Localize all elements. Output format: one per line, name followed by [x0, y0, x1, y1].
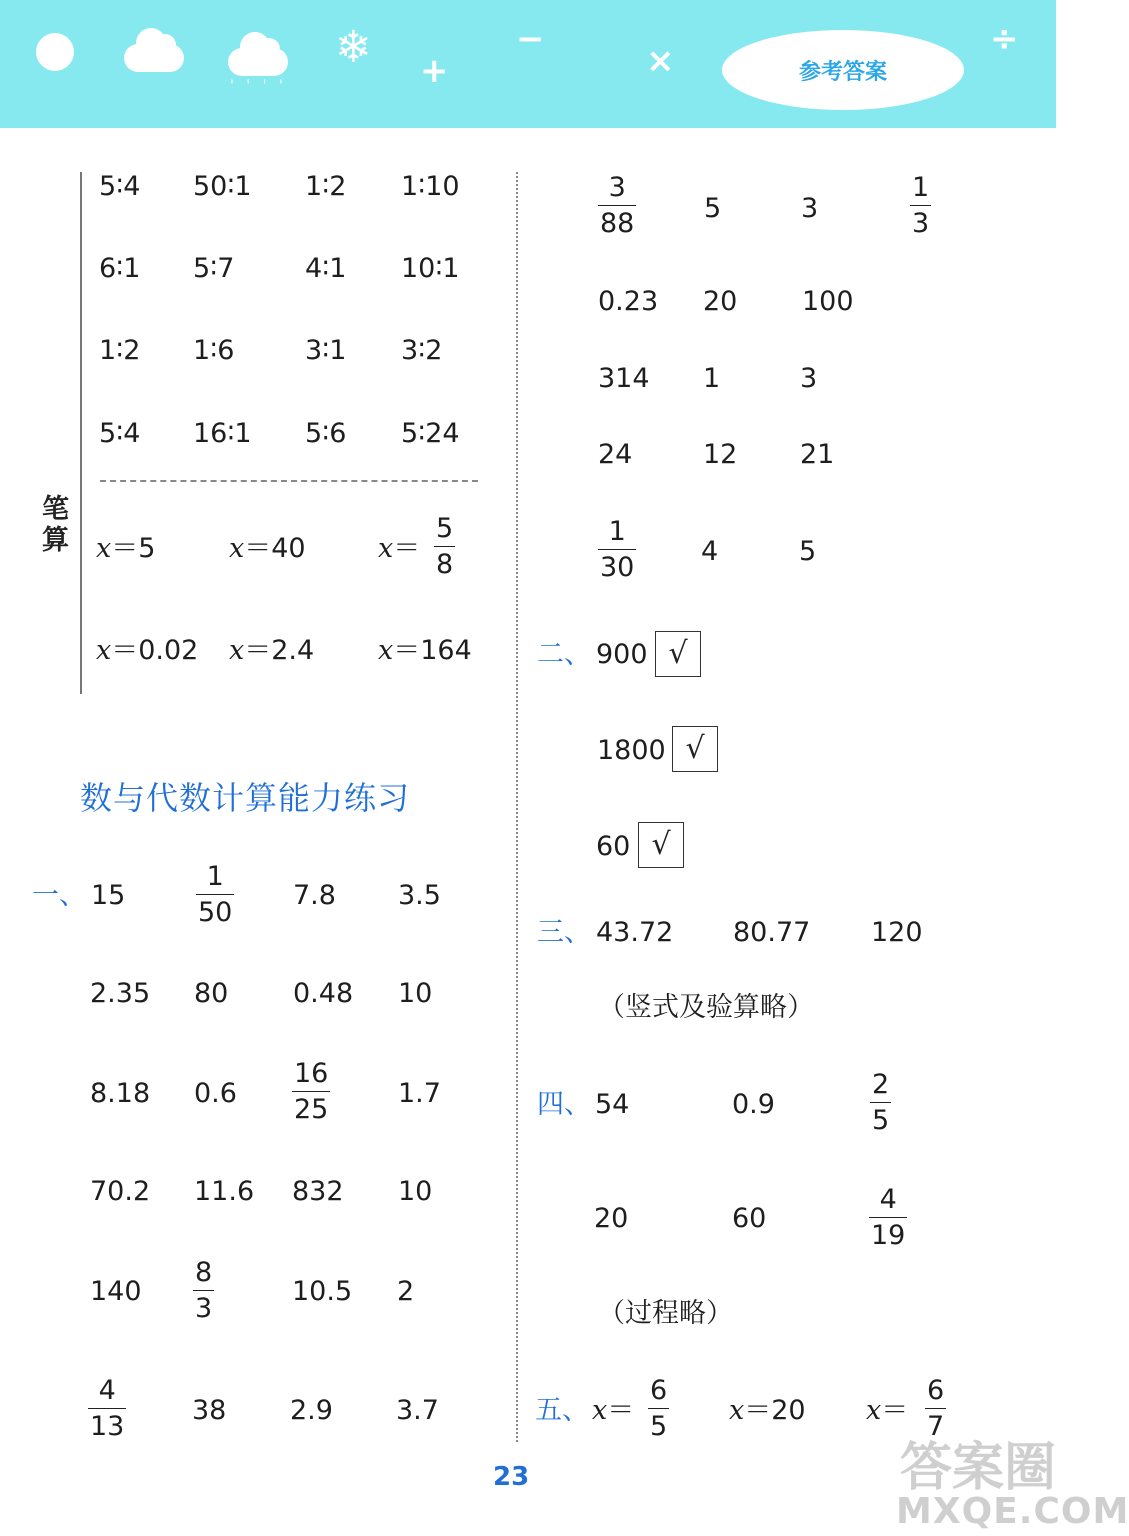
- divide-icon: ÷: [990, 19, 1019, 59]
- cloud-icon: [124, 44, 184, 72]
- ratio-cell: 3∶1: [305, 335, 347, 366]
- ratio-cell: 1∶2: [99, 335, 141, 366]
- fraction: 16 25: [294, 1058, 329, 1125]
- sun-icon: [36, 33, 74, 71]
- ratio-cell: 5∶6: [305, 418, 347, 449]
- answer-cell: 0.23: [598, 286, 659, 317]
- answer-cell: 3.7: [396, 1395, 439, 1426]
- answer-cell: 43.72: [596, 917, 674, 948]
- answer-cell: 2.35: [90, 978, 151, 1009]
- fraction: 4 13: [90, 1375, 125, 1442]
- answer-cell: 1800: [597, 735, 666, 766]
- fraction: 1 50: [198, 861, 233, 928]
- fraction: 2 5: [872, 1069, 890, 1136]
- part-label: 五、: [535, 1395, 589, 1426]
- equation-answer: x＝: [592, 1395, 635, 1426]
- answer-cell: 900: [596, 639, 648, 670]
- answer-cell: 3: [800, 363, 818, 394]
- equation-answer: x＝2.4: [229, 635, 315, 666]
- answer-cell: 1: [703, 363, 721, 394]
- section-divider: [100, 480, 478, 482]
- ratio-cell: 5∶4: [99, 418, 141, 449]
- part-label: 三、: [537, 917, 591, 948]
- answer-cell: 15: [91, 880, 126, 911]
- ratio-cell: 5∶4: [99, 171, 141, 202]
- answer-cell: 5: [704, 193, 722, 224]
- check-box: √: [672, 726, 718, 772]
- side-label: 笔算: [42, 494, 69, 556]
- answer-cell: 2: [397, 1276, 415, 1307]
- ratio-cell: 10∶1: [401, 253, 460, 284]
- section-title: 数与代数计算能力练习: [80, 779, 411, 817]
- answer-cell: 7.8: [293, 880, 336, 911]
- ratio-cell: 1∶6: [193, 335, 235, 366]
- fraction: 4 19: [871, 1184, 906, 1251]
- answer-cell: 80.77: [733, 917, 811, 948]
- ratio-cell: 5∶7: [193, 253, 235, 284]
- answer-cell: 54: [595, 1089, 630, 1120]
- ratio-cell: 3∶2: [401, 335, 443, 366]
- fraction: 5 8: [436, 513, 454, 580]
- ratio-cell: 6∶1: [99, 253, 141, 284]
- equation-answer: x＝40: [229, 533, 306, 564]
- equation-answer: x＝5: [96, 533, 156, 564]
- answer-cell: 0.9: [732, 1089, 775, 1120]
- ratio-cell: 50∶1: [193, 171, 252, 202]
- fraction: 8 3: [195, 1257, 213, 1324]
- answer-cell: 100: [802, 286, 854, 317]
- plus-icon: +: [420, 51, 449, 91]
- answer-cell: 5: [799, 536, 817, 567]
- answer-cell: 20: [594, 1203, 629, 1234]
- rain-cloud-icon: [228, 48, 288, 76]
- answer-cell: 4: [701, 536, 719, 567]
- ratio-cell: 1∶2: [305, 171, 347, 202]
- rain-drops-icon: ' ' ' ': [230, 78, 287, 94]
- answer-cell: 1.7: [398, 1078, 441, 1109]
- page-number: 23: [493, 1462, 530, 1492]
- left-margin-rule: [80, 172, 82, 694]
- answer-cell: 24: [598, 439, 633, 470]
- watermark-url: MXQE.COM: [896, 1491, 1129, 1532]
- answer-cell: 0.48: [293, 978, 354, 1009]
- header-band: [0, 0, 1056, 128]
- column-divider: [516, 172, 518, 1442]
- answer-cell: 12: [703, 439, 738, 470]
- answer-cell: 3: [801, 193, 819, 224]
- part-label: 二、: [537, 639, 591, 670]
- answer-cell: 10: [398, 978, 433, 1009]
- answer-cell: 120: [871, 917, 923, 948]
- answer-cell: 314: [598, 363, 650, 394]
- answer-cell: 60: [732, 1203, 767, 1234]
- part-label: 一、: [32, 880, 86, 911]
- equation-answer: x＝20: [729, 1395, 806, 1426]
- answer-cell: 20: [703, 286, 738, 317]
- answer-key-badge: [722, 30, 964, 110]
- answer-cell: 60: [596, 831, 631, 862]
- answer-cell: 21: [800, 439, 835, 470]
- note: （竖式及验算略）: [598, 992, 814, 1023]
- badge-label: 参考答案: [798, 59, 887, 85]
- answer-cell: 3.5: [398, 880, 441, 911]
- answer-cell: 10.5: [292, 1276, 353, 1307]
- answer-cell: 11.6: [194, 1176, 255, 1207]
- fraction: 1 3: [912, 172, 930, 239]
- answer-cell: 832: [292, 1176, 344, 1207]
- answer-cell: 10: [398, 1176, 433, 1207]
- equation-answer: x＝: [866, 1395, 909, 1426]
- check-box: √: [655, 631, 701, 677]
- fraction: 6 7: [927, 1375, 945, 1442]
- ratio-cell: 5∶24: [401, 418, 460, 449]
- minus-icon: −: [516, 19, 545, 59]
- part-label: 四、: [537, 1089, 591, 1120]
- ratio-cell: 16∶1: [193, 418, 252, 449]
- times-icon: ×: [646, 41, 675, 81]
- watermark-logo: 答案圈: [900, 1438, 1057, 1498]
- answer-cell: 80: [194, 978, 229, 1009]
- equation-answer: x＝0.02: [96, 635, 199, 666]
- equation-answer: x＝: [378, 533, 421, 564]
- answer-cell: 2.9: [290, 1395, 333, 1426]
- check-box: √: [638, 822, 684, 868]
- answer-cell: 70.2: [90, 1176, 151, 1207]
- answer-cell: 140: [90, 1276, 142, 1307]
- snowflake-icon: ❄: [335, 22, 372, 73]
- answer-cell: 38: [192, 1395, 227, 1426]
- fraction: 1 30: [600, 516, 635, 583]
- ratio-cell: 1∶10: [401, 171, 460, 202]
- note: （过程略）: [598, 1298, 733, 1329]
- fraction: 6 5: [650, 1375, 668, 1442]
- ratio-cell: 4∶1: [305, 253, 347, 284]
- fraction: 3 88: [600, 172, 635, 239]
- answer-cell: 8.18: [90, 1078, 151, 1109]
- answer-cell: 0.6: [194, 1078, 237, 1109]
- equation-answer: x＝164: [378, 635, 472, 666]
